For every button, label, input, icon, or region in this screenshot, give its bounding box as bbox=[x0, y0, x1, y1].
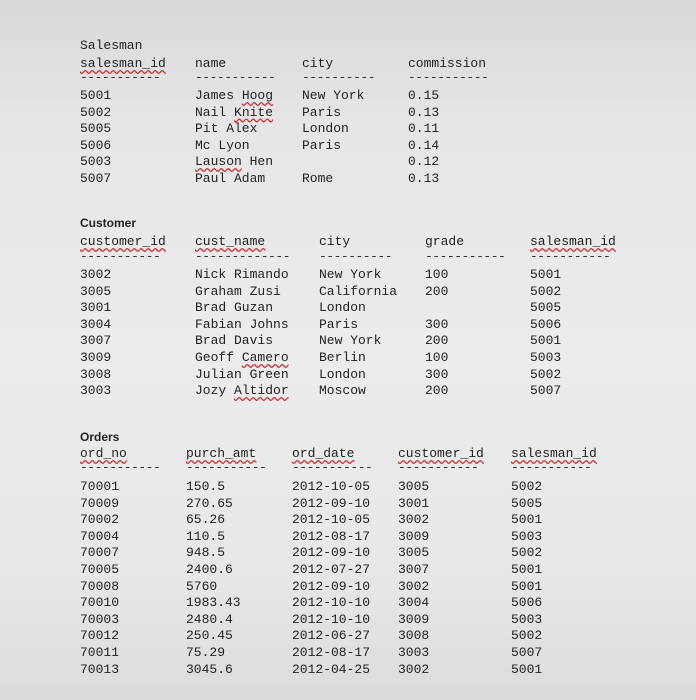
orders-cell-ord-no: 70003 bbox=[80, 611, 120, 627]
customer-cell-city: California bbox=[319, 283, 398, 299]
orders-cell-ord-date: 2012-09-10 bbox=[292, 578, 371, 594]
orders-header-customer-id: customer_id bbox=[398, 446, 484, 461]
orders-cell-customer-id: 3009 bbox=[398, 528, 430, 544]
customer-cell-grade: 100 bbox=[425, 350, 449, 365]
customer-cell-cust-name: Geoff Camero bbox=[195, 350, 289, 365]
customer-header-salesman-id: salesman_id bbox=[530, 234, 616, 249]
orders-cell-ord-date: 2012-08-17 bbox=[292, 645, 371, 660]
orders-cell-ord-no: 70009 bbox=[80, 495, 120, 511]
orders-cell-customer-id: 3002 bbox=[398, 661, 430, 677]
orders-cell-ord-no: 70005 bbox=[80, 562, 120, 577]
customer-cell-customer-id: 3007 bbox=[80, 333, 112, 349]
salesman-header-commission: commission bbox=[408, 56, 487, 71]
customer-cell-customer-id: 3001 bbox=[80, 300, 112, 316]
orders-cell-customer-id: 3005 bbox=[398, 545, 430, 561]
customer-cell-customer-id: 3003 bbox=[80, 383, 112, 399]
customer-cell-cust-name: Julian Green bbox=[195, 366, 289, 382]
orders-cell-customer-id: 3005 bbox=[398, 479, 430, 494]
orders-cell-ord-date: 2012-08-17 bbox=[292, 528, 371, 544]
customer-cell-cust-name: Jozy Altidor bbox=[195, 383, 289, 399]
customer-cell-cust-name: Fabian Johns bbox=[195, 316, 289, 332]
orders-cell-purch-amt: 65.26 bbox=[186, 512, 226, 528]
orders-cell-salesman-id: 5001 bbox=[511, 578, 543, 594]
orders-header-purch-amt: purch_amt bbox=[186, 446, 257, 461]
customer-cell-grade: 200 bbox=[425, 333, 449, 349]
header-separator: ---------- bbox=[319, 249, 393, 264]
orders-cell-ord-no: 70012 bbox=[80, 628, 120, 644]
orders-cell-customer-id: 3001 bbox=[398, 495, 430, 511]
customer-cell-salesman-id: 5003 bbox=[530, 350, 562, 365]
customer-cell-cust-name: Graham Zusi bbox=[195, 283, 281, 299]
orders-cell-salesman-id: 5005 bbox=[511, 495, 543, 511]
customer-cell-salesman-id: 5007 bbox=[530, 383, 562, 399]
orders-cell-customer-id: 3009 bbox=[398, 611, 430, 627]
salesman-cell-salesman-id: 5003 bbox=[80, 154, 112, 170]
salesman-cell-salesman-id: 5005 bbox=[80, 121, 112, 137]
orders-cell-purch-amt: 3045.6 bbox=[186, 661, 233, 677]
orders-header-ord-no: ord_no bbox=[80, 446, 127, 461]
customer-cell-city: New York bbox=[319, 267, 382, 282]
customer-cell-city: New York bbox=[319, 333, 382, 349]
customer-cell-grade: 300 bbox=[425, 316, 449, 332]
customer-header-cust-name: cust_name bbox=[195, 234, 266, 249]
orders-cell-ord-no: 70002 bbox=[80, 512, 120, 528]
orders-cell-purch-amt: 110.5 bbox=[186, 528, 226, 544]
orders-cell-ord-no: 70011 bbox=[80, 645, 120, 660]
customer-cell-grade: 200 bbox=[425, 383, 449, 399]
orders-cell-purch-amt: 150.5 bbox=[186, 479, 226, 494]
salesman-cell-commission: 0.15 bbox=[408, 88, 440, 103]
orders-cell-ord-no: 70010 bbox=[80, 595, 120, 611]
orders-cell-ord-date: 2012-06-27 bbox=[292, 628, 371, 644]
header-separator: ----------- bbox=[186, 460, 267, 475]
orders-cell-ord-date: 2012-10-10 bbox=[292, 611, 371, 627]
customer-cell-customer-id: 3004 bbox=[80, 316, 112, 332]
customer-cell-city: Moscow bbox=[319, 383, 366, 399]
customer-cell-grade: 200 bbox=[425, 283, 449, 299]
salesman-cell-salesman-id: 5001 bbox=[80, 88, 112, 103]
orders-cell-ord-no: 70008 bbox=[80, 578, 120, 594]
orders-cell-ord-date: 2012-07-27 bbox=[292, 562, 371, 577]
orders-cell-customer-id: 3007 bbox=[398, 562, 430, 577]
orders-cell-purch-amt: 1983.43 bbox=[186, 595, 241, 611]
header-separator: ----------- bbox=[80, 249, 161, 264]
orders-cell-ord-date: 2012-04-25 bbox=[292, 661, 371, 677]
orders-cell-ord-date: 2012-10-05 bbox=[292, 512, 371, 528]
salesman-cell-commission: 0.13 bbox=[408, 171, 440, 186]
customer-cell-city: Berlin bbox=[319, 350, 366, 365]
header-separator: ----------- bbox=[530, 249, 611, 264]
header-separator: ----------- bbox=[80, 70, 161, 85]
customer-cell-customer-id: 3009 bbox=[80, 350, 112, 365]
orders-cell-customer-id: 3004 bbox=[398, 595, 430, 611]
orders-cell-customer-id: 3008 bbox=[398, 628, 430, 644]
salesman-cell-commission: 0.14 bbox=[408, 137, 440, 153]
orders-cell-purch-amt: 5760 bbox=[186, 578, 218, 594]
customer-cell-salesman-id: 5006 bbox=[530, 316, 562, 332]
orders-title: Orders bbox=[80, 430, 120, 444]
salesman-cell-city: Paris bbox=[302, 137, 342, 153]
customer-header-city: city bbox=[319, 234, 351, 249]
customer-cell-customer-id: 3008 bbox=[80, 366, 112, 382]
salesman-header-salesman-id: salesman_id bbox=[80, 56, 166, 71]
salesman-header-name: name bbox=[195, 56, 227, 71]
salesman-title: Salesman bbox=[80, 38, 143, 53]
orders-cell-purch-amt: 948.5 bbox=[186, 545, 226, 561]
header-separator: ---------- bbox=[302, 70, 376, 85]
customer-cell-salesman-id: 5005 bbox=[530, 300, 562, 316]
orders-cell-purch-amt: 2480.4 bbox=[186, 611, 233, 627]
orders-cell-customer-id: 3002 bbox=[398, 578, 430, 594]
orders-cell-salesman-id: 5003 bbox=[511, 611, 543, 627]
customer-cell-city: London bbox=[319, 366, 366, 382]
orders-cell-ord-date: 2012-10-05 bbox=[292, 479, 371, 494]
salesman-cell-commission: 0.11 bbox=[408, 121, 440, 137]
salesman-cell-city: London bbox=[302, 121, 349, 137]
salesman-cell-city: New York bbox=[302, 88, 365, 103]
orders-cell-customer-id: 3003 bbox=[398, 645, 430, 660]
orders-header-ord-date: ord_date bbox=[292, 446, 355, 461]
orders-cell-customer-id: 3002 bbox=[398, 512, 430, 528]
orders-cell-purch-amt: 75.29 bbox=[186, 645, 226, 660]
header-separator: ----------- bbox=[292, 460, 373, 475]
orders-cell-salesman-id: 5002 bbox=[511, 628, 543, 644]
customer-title: Customer bbox=[80, 216, 137, 230]
orders-cell-salesman-id: 5002 bbox=[511, 479, 543, 494]
salesman-cell-name: Pit Alex bbox=[195, 121, 258, 137]
salesman-cell-city: Rome bbox=[302, 171, 334, 186]
orders-cell-ord-no: 70001 bbox=[80, 479, 120, 494]
orders-cell-ord-no: 70004 bbox=[80, 528, 120, 544]
orders-cell-ord-no: 70007 bbox=[80, 545, 120, 561]
header-separator: ----------- bbox=[80, 460, 161, 475]
customer-header-customer-id: customer_id bbox=[80, 234, 166, 249]
header-separator: ----------- bbox=[398, 460, 479, 475]
salesman-cell-name: Paul Adam bbox=[195, 171, 266, 186]
orders-cell-salesman-id: 5001 bbox=[511, 661, 543, 677]
customer-cell-customer-id: 3002 bbox=[80, 267, 112, 282]
customer-cell-salesman-id: 5002 bbox=[530, 283, 562, 299]
header-separator: ----------- bbox=[425, 249, 506, 264]
customer-cell-cust-name: Brad Guzan bbox=[195, 300, 274, 316]
orders-cell-ord-date: 2012-09-10 bbox=[292, 495, 371, 511]
header-separator: ------------- bbox=[195, 249, 290, 264]
customer-header-grade: grade bbox=[425, 234, 465, 249]
salesman-cell-commission: 0.12 bbox=[408, 154, 440, 170]
customer-cell-cust-name: Nick Rimando bbox=[195, 267, 289, 282]
orders-cell-ord-date: 2012-10-10 bbox=[292, 595, 371, 611]
orders-cell-salesman-id: 5001 bbox=[511, 562, 543, 577]
orders-cell-ord-date: 2012-09-10 bbox=[292, 545, 371, 561]
salesman-cell-salesman-id: 5006 bbox=[80, 137, 112, 153]
orders-cell-purch-amt: 270.65 bbox=[186, 495, 233, 511]
customer-cell-salesman-id: 5002 bbox=[530, 366, 562, 382]
salesman-cell-city: Paris bbox=[302, 104, 342, 120]
salesman-cell-commission: 0.13 bbox=[408, 104, 440, 120]
customer-cell-city: Paris bbox=[319, 316, 359, 332]
customer-cell-grade: 100 bbox=[425, 267, 449, 282]
salesman-cell-name: James Hoog bbox=[195, 88, 274, 103]
customer-cell-salesman-id: 5001 bbox=[530, 267, 562, 282]
orders-cell-salesman-id: 5001 bbox=[511, 512, 543, 528]
orders-cell-salesman-id: 5007 bbox=[511, 645, 543, 660]
salesman-header-city: city bbox=[302, 56, 334, 71]
orders-cell-salesman-id: 5002 bbox=[511, 545, 543, 561]
customer-cell-city: London bbox=[319, 300, 366, 316]
salesman-cell-name: Mc Lyon bbox=[195, 137, 250, 153]
orders-header-salesman-id: salesman_id bbox=[511, 446, 597, 461]
customer-cell-salesman-id: 5001 bbox=[530, 333, 562, 349]
header-separator: ----------- bbox=[408, 70, 489, 85]
customer-cell-customer-id: 3005 bbox=[80, 283, 112, 299]
salesman-cell-name: Lauson Hen bbox=[195, 154, 274, 170]
orders-cell-purch-amt: 2400.6 bbox=[186, 562, 233, 577]
salesman-cell-name: Nail Knite bbox=[195, 104, 274, 120]
orders-cell-salesman-id: 5006 bbox=[511, 595, 543, 611]
salesman-cell-salesman-id: 5007 bbox=[80, 171, 112, 186]
orders-cell-purch-amt: 250.45 bbox=[186, 628, 233, 644]
customer-cell-cust-name: Brad Davis bbox=[195, 333, 274, 349]
header-separator: ----------- bbox=[511, 460, 592, 475]
header-separator: ----------- bbox=[195, 70, 276, 85]
salesman-cell-salesman-id: 5002 bbox=[80, 104, 112, 120]
orders-cell-ord-no: 70013 bbox=[80, 661, 120, 677]
customer-cell-grade: 300 bbox=[425, 366, 449, 382]
orders-cell-salesman-id: 5003 bbox=[511, 528, 543, 544]
